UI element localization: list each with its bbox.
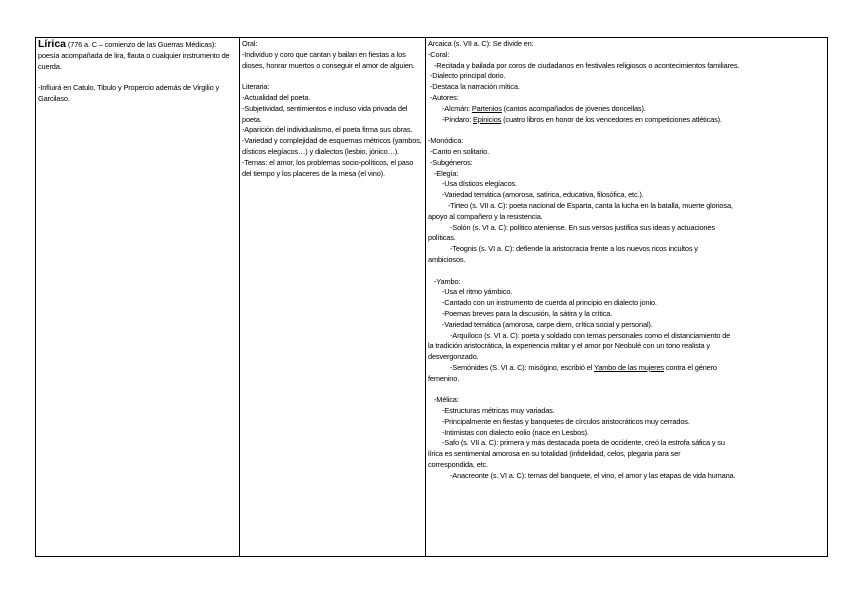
intro-cell: [36, 38, 240, 557]
author-name: -Semónides (S. VI a. C): misógino, escribió el: [450, 362, 594, 372]
yambo-heading: -Yambo:: [434, 276, 461, 286]
work-title: Yambo de las mujeres: [593, 362, 664, 372]
spacer: [428, 266, 825, 277]
author-safo-cont: lírica es sentimental amorosa en su totalidad (infidelidad, celos, plegaria para ser: [428, 449, 681, 459]
oral-text: -Individuo y coro que cantan y bailan en fiestas a los dioses, honrar muertos o conseguir el amor de alguien.: [242, 49, 415, 70]
author-safo-cont: correspondida, etc.: [428, 460, 489, 470]
yambo-item: -Cantado con un instrumento de cuerda al principio en dialecto jonio.: [442, 298, 657, 308]
author-name: -Alcmán:: [442, 103, 472, 113]
characteristics-cell: [240, 38, 426, 557]
yambo-item: -Poemas breves para la discusión, la sátira y la crítica.: [442, 308, 613, 318]
author-alcman: [428, 104, 825, 115]
coral-item: -Dialecto principal dorio.: [430, 71, 506, 81]
author-anacreonte: -Anacreonte (s. VI a. C): temas del banquete, el vino, el amor y las etapas de vida humana.: [450, 470, 736, 480]
coral-description: -Recitada y bailada por coros de ciudadanos en festivales religiosos o acontecimientos familiares.: [434, 60, 740, 70]
author-semonides-cont: femenino.: [428, 373, 460, 383]
melica-item: -Estructuras métricas muy variadas.: [442, 406, 555, 416]
periods-cell: [426, 38, 828, 557]
work-title: Partenios: [471, 103, 502, 113]
spacer: [428, 125, 825, 136]
author-arquiloco-cont: la tradición aristocrática, la experiencia militar y el amor por Neobulé con un tono realista y: [428, 341, 710, 351]
melica-item: -Intimistas con dialecto eolio (nace en Lesbos).: [442, 427, 589, 437]
intro-paragraph: [38, 39, 237, 72]
oral-heading: Oral:: [242, 39, 258, 48]
melica-item: -Principalmente en fiestas y banquetes de círculos aristocráticos muy cerrados.: [442, 416, 690, 426]
author-desc: (cantos acompañados de jóvenes doncellas).: [501, 103, 646, 113]
intro-text: (776 a. C – comienzo de las Guerras Médicas): poesía acompañada de lira, flauta o cualquier instrumento de cuerda.: [38, 40, 230, 71]
literaria-item: -Variedad y complejidad de esquemas métricos (yambos, dísticos elegíacos…) y dialectos (lesbio, jónico…).: [242, 136, 422, 156]
literaria-item: -Subjetividad, sentimientos e incluso vida privada del poeta.: [242, 103, 408, 124]
arcaica-heading: Arcaica (s. VII a. C): Se divide en:: [428, 39, 534, 48]
monodica-heading: -Monódica:: [428, 136, 464, 146]
elegia-item: -Usa dísticos elegíacos.: [442, 179, 517, 189]
author-solon: -Solón (s. VI a. C): político ateniense. En sus versos justifica sus ideas y actuaciones: [450, 222, 715, 232]
spacer: [242, 71, 423, 82]
lirica-table: [35, 37, 828, 557]
author-solon-cont: políticas.: [428, 233, 456, 243]
table-row: [36, 38, 828, 557]
coral-item: -Destaca la narración mítica.: [430, 82, 520, 92]
literaria-item: -Aparición del individualismo, el poeta firma sus obras.: [242, 125, 413, 135]
author-desc: (cuatro libros en honor de los vencedores en competiciones atléticas).: [501, 114, 722, 124]
autores-heading: -Autores:: [430, 92, 459, 102]
melica-heading: -Mélica:: [434, 395, 459, 405]
author-teognis-cont: ambiciosos.: [428, 254, 466, 264]
spacer: [38, 72, 237, 83]
author-tirteo-cont: apoyo al compañero y la resistencia.: [428, 211, 543, 221]
author-safo: -Safo (s. VII a. C): primera y más destacada poeta de occidente, creó la estrofa sáfica y su: [442, 438, 725, 448]
influence-text: -Influirá en Catulo, Tibulo y Propercio además de Virgilio y Garcilaso.: [38, 83, 220, 103]
subgeneros-heading: -Subgéneros:: [430, 157, 473, 167]
author-teognis: -Teognis (s. VI a. C): defiende la aristocracia frente a los nuevos ricos incultos y: [450, 244, 698, 254]
author-arquiloco: -Arquíloco (s. VI a. C): poeta y soldado con temas personales como el distanciamiento de: [450, 330, 731, 340]
literaria-item: -Actualidad del poeta.: [242, 92, 311, 102]
elegia-item: -Variedad temática (amorosa, satírica, educativa, filosófica, etc.).: [442, 190, 644, 200]
author-name: -Píndaro:: [442, 114, 473, 124]
monodica-item: -Canto en solitario.: [430, 146, 490, 156]
spacer: [428, 385, 825, 396]
author-pindaro: [428, 115, 825, 126]
work-title: Epinicios: [472, 114, 502, 124]
author-semonides: [428, 363, 825, 374]
yambo-item: -Usa el ritmo yámbico.: [442, 287, 513, 297]
coral-heading: -Coral:: [428, 49, 450, 59]
literaria-heading: Literaria:: [242, 82, 270, 92]
author-arquiloco-cont: desvergonzado.: [428, 352, 479, 362]
author-tirteo: -Tirteo (s. VII a. C): poeta nacional de Esparta, canta la lucha en la batalla, muerte gloriosa,: [448, 200, 733, 210]
elegia-heading: -Elegía:: [434, 168, 459, 178]
literaria-item: -Temas: el amor, los problemas socio-políticos, el paso del tiempo y los placeres de la mesa (el vino).: [242, 157, 414, 178]
yambo-item: -Variedad temática (amorosa, carpe diem, crítica social y personal).: [442, 319, 653, 329]
section-title: Lírica: [38, 38, 67, 50]
author-desc: contra el género: [663, 362, 717, 372]
